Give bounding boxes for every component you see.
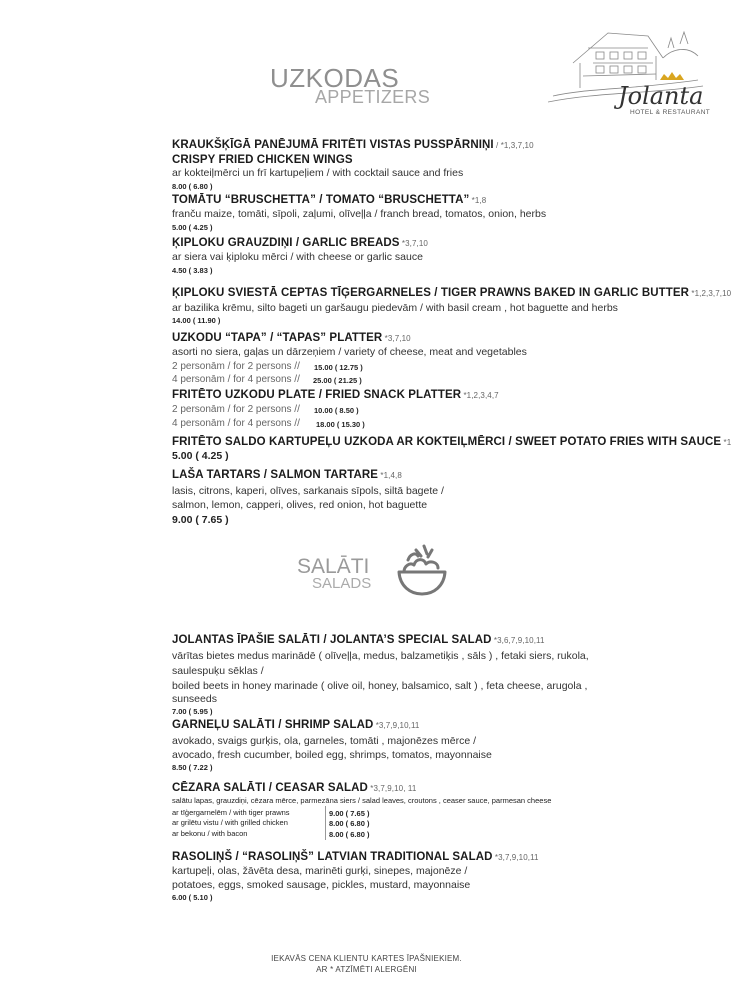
- allergens: *3,6,7,9,10,11: [491, 636, 545, 645]
- item-title: FRITĒTO SALDO KARTUPEĻU UZKODA AR KOKTEIĻMĒRCI / SWEET POTATO FRIES WITH SAUCE: [172, 436, 722, 448]
- allergens: *3,7,9,10,11: [492, 853, 539, 862]
- menu-item-jolanta-salad-desc-3: boiled beets in honey marinade ( olive oil, honey, balsamico, salt ) , feta cheese, arugola ,: [172, 680, 588, 692]
- menu-item-caesar-option-prawns: ar tīģergarnelēm / with tiger prawns: [172, 808, 290, 817]
- menu-item-caesar-option-chicken: ar grilētu vistu / with grilled chicken: [172, 818, 288, 827]
- caesar-price-divider: [325, 806, 326, 840]
- menu-item-fried-platter-option-4: 4 personām / for 4 persons //: [172, 418, 300, 429]
- menu-item-jolanta-salad-desc-4: sunseeds: [172, 693, 217, 705]
- menu-item-wings-title: [172, 139, 534, 151]
- menu-item-tapas-option-4-price: 25.00 ( 21.25 ): [313, 376, 362, 385]
- menu-item-shrimp-salad-price: 8.50 ( 7.22 ): [172, 763, 213, 772]
- allergens: *3,7,9,10,11: [373, 721, 420, 730]
- menu-item-bruschetta-price: 5.00 ( 4.25 ): [172, 223, 213, 232]
- menu-item-tapas-title: [172, 332, 411, 344]
- allergens: / *1,3,7,10: [493, 141, 534, 150]
- footer-line-2: AR * ATZĪMĒTI ALERGĒNI: [316, 965, 417, 974]
- menu-item-fried-platter-title: [172, 389, 499, 401]
- section-title-salads-lv: SALĀTI: [297, 555, 370, 578]
- menu-item-caesar-option-prawns-price: 9.00 ( 7.65 ): [329, 809, 370, 818]
- logo-name: Jolanta: [618, 82, 704, 110]
- menu-item-garlic-bread-desc: ar siera vai ķiploku mērci / with cheese or garlic sauce: [172, 251, 423, 263]
- menu-item-bruschetta-desc: franču maize, tomāti, sīpoli, zaļumi, olīveļļa / franch bread, tomatos, onion, herbs: [172, 208, 547, 220]
- menu-item-rasolins-desc-1: kartupeļi, olas, žāvēta desa, marinēti gurķi, sinepes, majonēze /: [172, 865, 468, 877]
- section-title-appetizers-lv: UZKODAS: [270, 63, 400, 93]
- menu-item-jolanta-salad-title: [172, 634, 545, 646]
- menu-item-jolanta-salad-desc-1: vārītas bietes medus marinādē ( olīveļļa, medus, balzametiķis , sāls ) , fetaki siers, rukola,: [172, 650, 589, 662]
- allergens: *1,2,3,4,7: [461, 391, 499, 400]
- menu-item-prawns-title: [172, 287, 731, 299]
- menu-item-tapas-option-4: 4 personām / for 4 persons //: [172, 374, 300, 385]
- menu-item-bruschetta-title: [172, 194, 486, 206]
- allergens: *3,7,10: [382, 334, 411, 343]
- menu-item-prawns-price: 14.00 ( 11.90 ): [172, 316, 221, 325]
- menu-item-jolanta-salad-price: 7.00 ( 5.95 ): [172, 707, 213, 716]
- section-title-salads-en: SALADS: [312, 575, 372, 592]
- item-title: JOLANTAS ĪPAŠIE SALĀTI / JOLANTA’S SPECIAL SALAD: [172, 634, 492, 646]
- menu-item-caesar-option-bacon: ar bekonu / with bacon: [172, 829, 248, 838]
- item-title: KRAUKŠĶĪGĀ PANĒJUMĀ FRITĒTI VISTAS PUSSPĀRNIŅI: [172, 139, 494, 151]
- logo-subtitle: HOTEL & RESTAURANT: [630, 109, 711, 116]
- allergens: *1: [721, 438, 732, 447]
- item-title: CĒZARA SALĀTI / CEASAR SALAD: [172, 782, 368, 794]
- footer-line-1: IEKAVĀS CENA KLIENTU KARTES ĪPAŠNIEKIEM.: [271, 954, 462, 963]
- menu-item-garlic-bread-price: 4.50 ( 3.83 ): [172, 266, 213, 275]
- menu-item-rasolins-title: [172, 851, 539, 863]
- item-title: UZKODU “TAPA” / “TAPAS” PLATTER: [172, 332, 383, 344]
- menu-item-fried-platter-option-2: 2 personām / for 2 persons //: [172, 404, 300, 415]
- menu-item-garlic-bread-title: [172, 237, 428, 249]
- menu-item-shrimp-salad-desc-2: avocado, fresh cucumber, boiled egg, shrimps, tomatos, mayonnaise: [172, 749, 492, 761]
- item-title: ĶIPLOKU SVIESTĀ CEPTAS TĪĢERGARNELES / TIGER PRAWNS BAKED IN GARLIC BUTTER: [172, 287, 690, 299]
- salad-bowl-icon: [394, 538, 450, 600]
- allergens: *1,4,8: [378, 471, 402, 480]
- menu-item-jolanta-salad-desc-2: saulespuķu sēklas /: [172, 665, 264, 677]
- item-title: LAŠA TARTARS / SALMON TARTARE: [172, 469, 379, 481]
- menu-item-sweet-potato-title: [172, 436, 731, 448]
- menu-item-salmon-desc-lv: lasis, citrons, kaperi, olīves, sarkanais sīpols, siltā bagete /: [172, 485, 444, 497]
- item-title: TOMĀTU “BRUSCHETTA” / TOMATO “BRUSCHETTA”: [172, 194, 470, 206]
- menu-item-tapas-desc: asorti no siera, gaļas un dārzeņiem / variety of cheese, meat and vegetables: [172, 346, 527, 358]
- item-title: ĶIPLOKU GRAUZDIŅI / GARLIC BREADS: [172, 237, 400, 249]
- allergens: *3,7,9,10, 11: [367, 784, 417, 793]
- menu-item-tapas-option-2-price: 15.00 ( 12.75 ): [314, 363, 363, 372]
- menu-item-fried-platter-option-2-price: 10.00 ( 8.50 ): [314, 406, 359, 415]
- menu-item-shrimp-salad-title: [172, 719, 419, 731]
- menu-item-fried-platter-option-4-price: 18.00 ( 15.30 ): [316, 420, 365, 429]
- footer-note: [0, 953, 733, 975]
- item-title: GARNEĻU SALĀTI / SHRIMP SALAD: [172, 719, 374, 731]
- menu-item-caesar-salad-title: [172, 782, 416, 794]
- menu-item-rasolins-desc-2: potatoes, eggs, smoked sausage, pickles, mustard, mayonnaise: [172, 879, 471, 891]
- menu-item-salmon-title: [172, 469, 402, 481]
- menu-item-wings-price: 8.00 ( 6.80 ): [172, 182, 213, 191]
- menu-item-rasolins-price: 6.00 ( 5.10 ): [172, 893, 213, 902]
- menu-item-caesar-salad-desc: salātu lapas, grauzdiņi, cēzara mērce, parmezāna siers / salad leaves, croutons , ceaser sauce, parmesan cheese: [172, 796, 552, 805]
- menu-item-caesar-option-chicken-price: 8.00 ( 6.80 ): [329, 819, 370, 828]
- hotel-logo: [548, 18, 711, 118]
- menu-item-sweet-potato-price: 5.00 ( 4.25 ): [172, 450, 229, 462]
- allergens: *1,2,3,7,10: [689, 289, 732, 298]
- menu-item-tapas-option-2: 2 personām / for 2 persons //: [172, 361, 300, 372]
- section-title-appetizers-en: APPETIZERS: [315, 87, 431, 107]
- menu-item-shrimp-salad-desc-1: avokado, svaigs gurķis, ola, garneles, tomāti , majonēzes mērce /: [172, 735, 477, 747]
- menu-item-caesar-option-bacon-price: 8.00 ( 6.80 ): [329, 830, 370, 839]
- item-title: FRITĒTO UZKODU PLATE / FRIED SNACK PLATTER: [172, 389, 462, 401]
- allergens: *3,7,10: [399, 239, 428, 248]
- menu-item-prawns-desc: ar bazilika krēmu, silto bageti un garšaugu piedevām / with basil cream , hot baguette and herbs: [172, 302, 618, 314]
- item-title: RASOLIŅŠ / “RASOLIŅŠ” LATVIAN TRADITIONAL SALAD: [172, 851, 493, 863]
- menu-item-wings-title-en: CRISPY FRIED CHICKEN WINGS: [172, 154, 353, 166]
- menu-item-salmon-price: 9.00 ( 7.65 ): [172, 514, 229, 526]
- menu-item-wings-desc: ar kokteiļmērci un frī kartupeļiem / with cocktail sauce and fries: [172, 167, 464, 179]
- menu-item-salmon-desc-en: salmon, lemon, capperi, olives, red onion, hot baguette: [172, 499, 428, 511]
- allergens: *1,8: [469, 196, 487, 205]
